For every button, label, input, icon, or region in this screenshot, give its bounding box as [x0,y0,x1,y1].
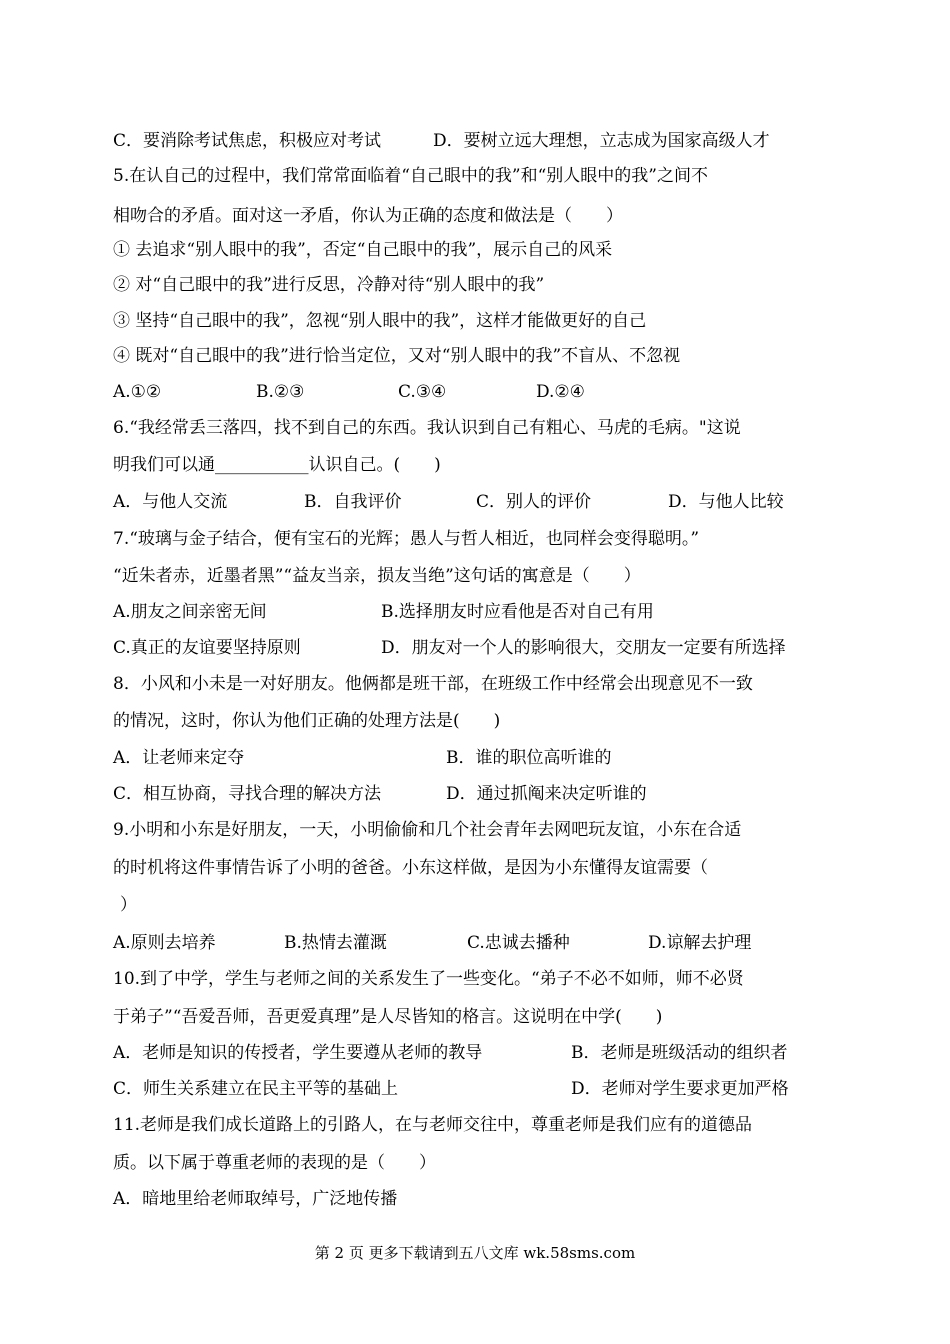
q9-option-a: A.原则去培养 [113,933,216,953]
q6-option-d: D．与他人比较 [668,492,784,512]
q8-stem-line-2: 的情况，这时，你认为他们正确的处理方法是( ) [113,711,501,731]
q8-option-b: B．谁的职位高听谁的 [446,748,612,768]
q10-option-d: D．老师对学生要求更加严格 [571,1079,789,1099]
q6-option-c: C．别人的评价 [476,492,592,512]
q8-option-a: A．让老师来定夺 [113,748,245,768]
q9-stem-line-1: 9.小明和小东是好朋友，一天，小明偷偷和几个社会青年去网吧玩友谊，小东在合适 [113,820,742,840]
q7-option-d: D．朋友对一个人的影响很大，交朋友一定要有所选择 [381,638,786,658]
q5-statement-3: ③ 坚持“自己眼中的我”，忽视“别人眼中的我”，这样才能做更好的自己 [113,311,647,331]
q6-option-a: A．与他人交流 [113,492,228,512]
q7-stem-line-1: 7.“玻璃与金子结合，便有宝石的光辉；愚人与哲人相近，也同样会变得聪明。” [113,529,700,549]
q4-option-d: D．要树立远大理想，立志成为国家高级人才 [433,131,770,151]
q9-option-c: C.忠诚去播种 [467,933,570,953]
q7-option-b: B.选择朋友时应看他是否对自己有用 [381,602,654,622]
q7-stem-line-2: “近朱者赤，近墨者黑”“益友当亲，损友当绝”这句话的寓意是（ ） [113,566,641,586]
q10-option-a: A．老师是知识的传授者，学生要遵从老师的教导 [113,1043,483,1063]
q8-stem-line-1: 8．小风和小未是一对好朋友。他俩都是班干部，在班级工作中经常会出现意见不一致 [113,674,753,694]
q6-stem-line-2: 明我们可以通___________认识自己。( ) [113,455,441,475]
q9-stem-line-2: 的时机将这件事情告诉了小明的爸爸。小东这样做，是因为小东懂得友谊需要（ [113,858,708,878]
q10-option-c: C．师生关系建立在民主平等的基础上 [113,1079,399,1099]
q10-stem-line-2: 于弟子”“吾爱吾师，吾更爱真理”是人尽皆知的格言。这说明在中学( ) [113,1007,663,1027]
page-footer: 第 2 页 更多下载请到五八文库 wk.58sms.com [314,1244,636,1262]
q5-statement-2: ② 对“自己眼中的我”进行反思，冷静对待“别人眼中的我” [113,275,545,295]
q7-option-a: A.朋友之间亲密无间 [113,602,267,622]
q10-stem-line-1: 10.到了中学，学生与老师之间的关系发生了一些变化。“弟子不必不如师，师不必贤 [113,969,744,989]
q9-option-d: D.谅解去护理 [648,933,752,953]
q5-stem-line-2: 相吻合的矛盾。面对这一矛盾，你认为正确的态度和做法是（ ） [113,206,623,226]
q5-stem-line-1: 5.在认自己的过程中，我们常常面临着“自己眼中的我”和“别人眼中的我”之间不 [113,166,708,186]
q10-option-b: B．老师是班级活动的组织者 [571,1043,788,1063]
q5-statement-1: ① 去追求“别人眼中的我”，否定“自己眼中的我”，展示自己的风采 [113,240,613,260]
q11-option-a: A．暗地里给老师取绰号，广泛地传播 [113,1189,398,1209]
q5-option-a: A.①② [113,382,162,402]
q4-option-c: C．要消除考试焦虑，积极应对考试 [113,131,382,151]
q5-option-c: C.③④ [398,382,447,402]
q5-option-b: B.②③ [256,382,305,402]
q6-option-b: B．自我评价 [304,492,402,512]
q5-option-d: D.②④ [536,382,585,402]
q9-stem-line-3: ） [120,895,137,915]
q5-statement-4: ④ 既对“自己眼中的我”进行恰当定位，又对“别人眼中的我”不盲从、不忽视 [113,346,681,366]
q11-stem-line-2: 质。以下属于尊重老师的表现的是（ ） [113,1153,436,1173]
q8-option-c: C．相互协商，寻找合理的解决方法 [113,784,382,804]
q6-stem-line-1: 6.“我经常丢三落四，找不到自己的东西。我认识到自己有粗心、马虎的毛病。"这说 [113,418,741,438]
q8-option-d: D．通过抓阄来决定听谁的 [446,784,647,804]
q9-option-b: B.热情去灌溉 [284,933,387,953]
q7-option-c: C.真正的友谊要坚持原则 [113,638,301,658]
q11-stem-line-1: 11.老师是我们成长道路上的引路人，在与老师交往中，尊重老师是我们应有的道德品 [113,1115,753,1135]
